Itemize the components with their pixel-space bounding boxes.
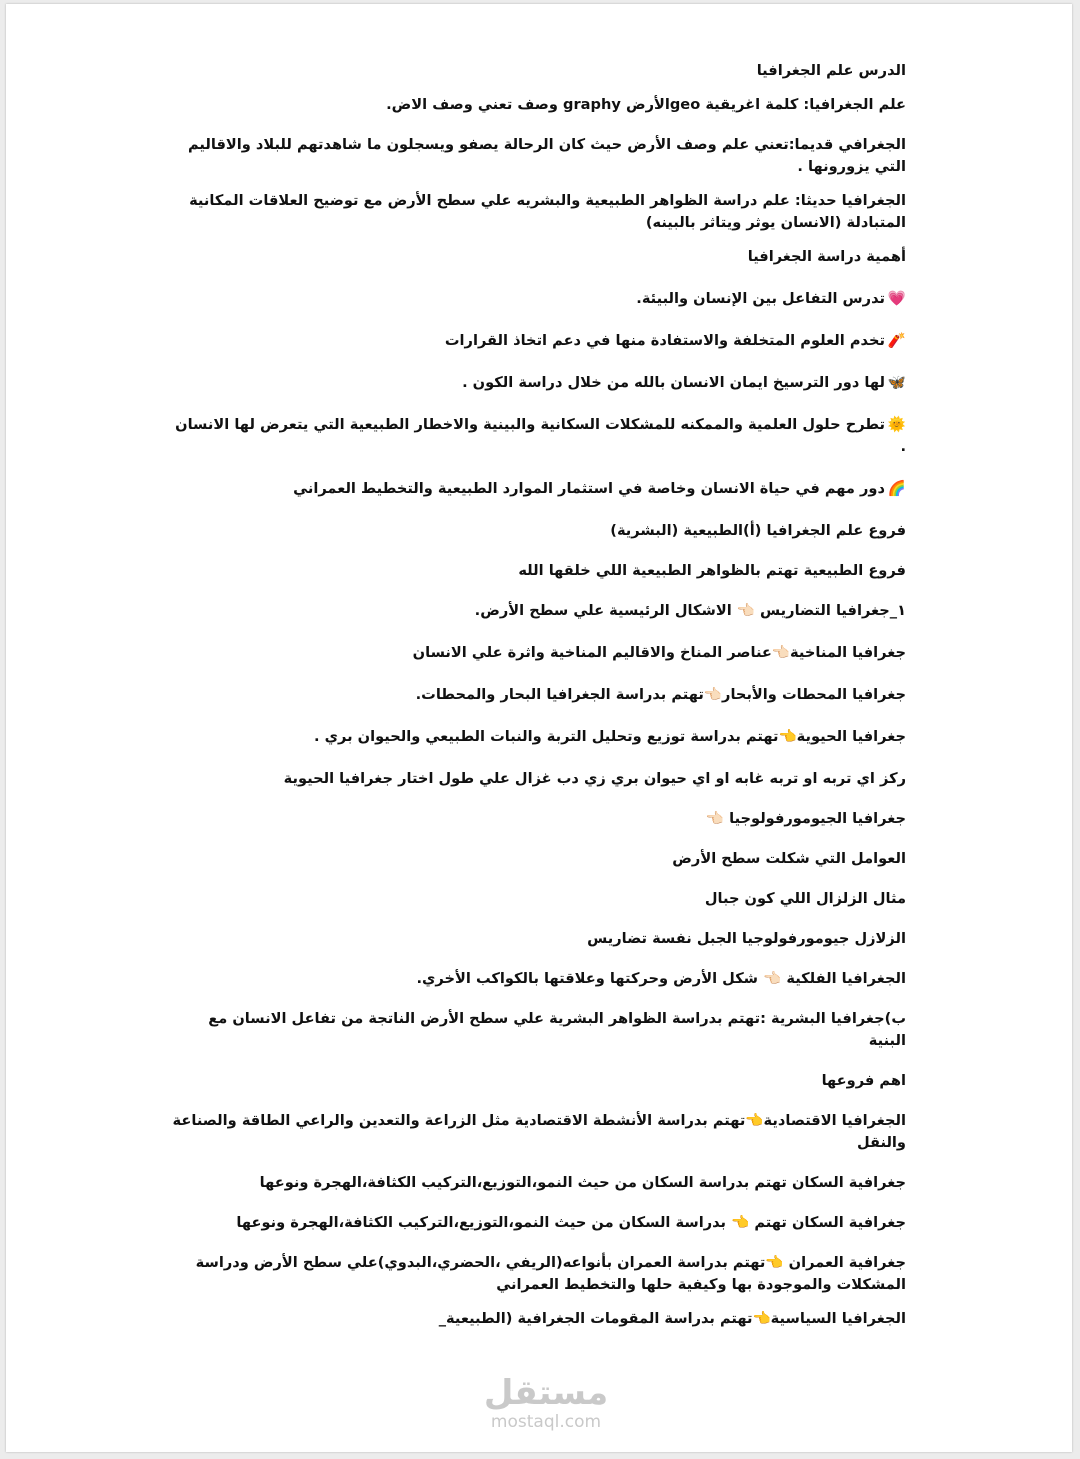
old-definition-line: الجغرافي قديما:تعني علم وصف الأرض حيث كان الرحالة يصفو ويسجلون ما شاهدتهم للبلاد والاقاليم التي يزورونها . [187,136,906,175]
importance-item-4 [166,414,906,458]
importance-text-5: دور مهم في حياة الانسان وخاصة في استثمار الموارد الطبيعية والتخطيط العمراني [293,480,885,497]
firecracker-icon: 🧨 [887,332,906,349]
climate-line: جغرافيا المناخية👈🏻عناصر المناخ والاقاليم المناخية واثرة علي الانسان [412,644,906,661]
importance-text-2: تخدم العلوم المتخلفة والاستفادة منها في دعم اتخاذ القرارات [444,332,885,349]
butterfly-icon: 🦋 [887,374,906,391]
note-line: ركز اي تربه او تربه غابه او اي حيوان بري زي دب غزال علي طول اختار جغرافيا الحيوية [283,770,906,787]
importance-text-4: تطرح حلول العلمية والممكنه للمشكلات السكانية والبينية والاخطار الطبيعية التي يتعرض لها الانسان . [175,416,906,455]
importance-item-2 [166,330,906,352]
political-line: الجغرافيا السياسية👈تهتم بدراسة المقومات الجغرافية (الطبيعية_ [438,1310,906,1327]
document-page [6,4,1072,1452]
economic-line: الجغرافيا الاقتصادية👈تهتم بدراسة الأنشطة الاقتصادية مثل الزراعة والتعدين والراعي الطاقة والصناعة والنقل [172,1112,906,1151]
importance-item-5 [166,478,906,500]
pink-heart-icon: 💗 [887,290,906,307]
astronomical-line: الجغرافيا الفلكية 👈🏻 شكل الأرض وحركتها وعلاقتها بالكواكب الأخري. [416,970,906,987]
earthquakes-line: الزلازل جيومورفولوجيا الجبل نفسة تضاريس [587,930,906,947]
watermark-logo: مستقل [483,1373,609,1413]
population-line-2: جغرافية السكان تهتم 👈 بدراسة السكان من حيث النمو،التوزيع،التركيب الكثافة،الهجرة ونوعها [236,1214,906,1231]
human-geography-line: ب)جغرافيا البشرية :تهتم بدراسة الظواهر البشرية علي سطح الأرض الناتجة من تفاعل الانسان مع البنية [208,1010,906,1049]
importance-text-3: لها دور الترسيخ ايمان الانسان بالله من خلال دراسة الكون . [462,374,885,391]
example-line: مثال الزلزال اللي كون جبال [704,890,906,907]
definition-line: علم الجغرافيا: كلمة اغريقية geoالأرض graphy وصف تعني وصف الاض. [386,96,906,113]
topography-line: ١_جغرافيا التضاريس 👈🏻 الاشكال الرئيسية علي سطح الأرض. [474,602,906,619]
mostaql-watermark [476,1374,616,1432]
branches-heading: فروع علم الجغرافيا (أ)الطبيعية (البشرية) [610,522,906,539]
importance-heading: أهمية دراسة الجغرافيا [747,248,906,265]
importance-text-1: تدرس التفاعل بين الإنسان والبيئة. [636,290,885,307]
natural-branches-line: فروع الطبيعية تهتم بالظواهر الطبيعية اللي خلقها الله [518,562,906,579]
oceans-line: جغرافيا المحطات والأبحار👈🏻تهتم بدراسة الجغرافيا البحار والمحطات. [415,686,906,703]
geomorphology-line: جغرافيا الجيومورفولوجيا 👈🏻 [705,810,906,827]
main-branches-heading: اهم فروعها [821,1072,906,1089]
urban-line: جغرافية العمران 👈تهتم بدراسة العمران بأنواعه(الريفي ،الحضري،البدوي)علي سطح الأرض ودراسة المشكلات والموجودة بها وكيفية حلها والتخطيط العمراني [195,1254,906,1293]
lesson-title: الدرس علم الجغرافيا [756,62,906,79]
rainbow-icon: 🌈 [887,480,906,497]
importance-item-1 [166,288,906,310]
modern-definition-line: الجغرافيا حديثا: علم دراسة الظواهر الطبيعية والبشريه علي سطح الأرض مع توضيح العلاقات المكانية المتبادلة (الانسان يوثر ويتاثر بالبينه) [189,192,906,231]
importance-item-3 [166,372,906,394]
sun-icon: 🌞 [887,416,906,433]
document-body [166,60,906,1348]
factors-line: العوامل التي شكلت سطح الأرض [672,850,906,867]
watermark-site: mostaql.com [490,1412,602,1432]
biogeography-line: جغرافيا الحيوية👈تهتم بدراسة توزيع وتحليل التربة والنبات الطبيعي والحيوان بري . [314,728,906,745]
population-line-1: جغرافية السكان تهتم بدراسة السكان من حيث النمو،التوزيع،التركيب الكثافة،الهجرة ونوعها [259,1174,906,1191]
